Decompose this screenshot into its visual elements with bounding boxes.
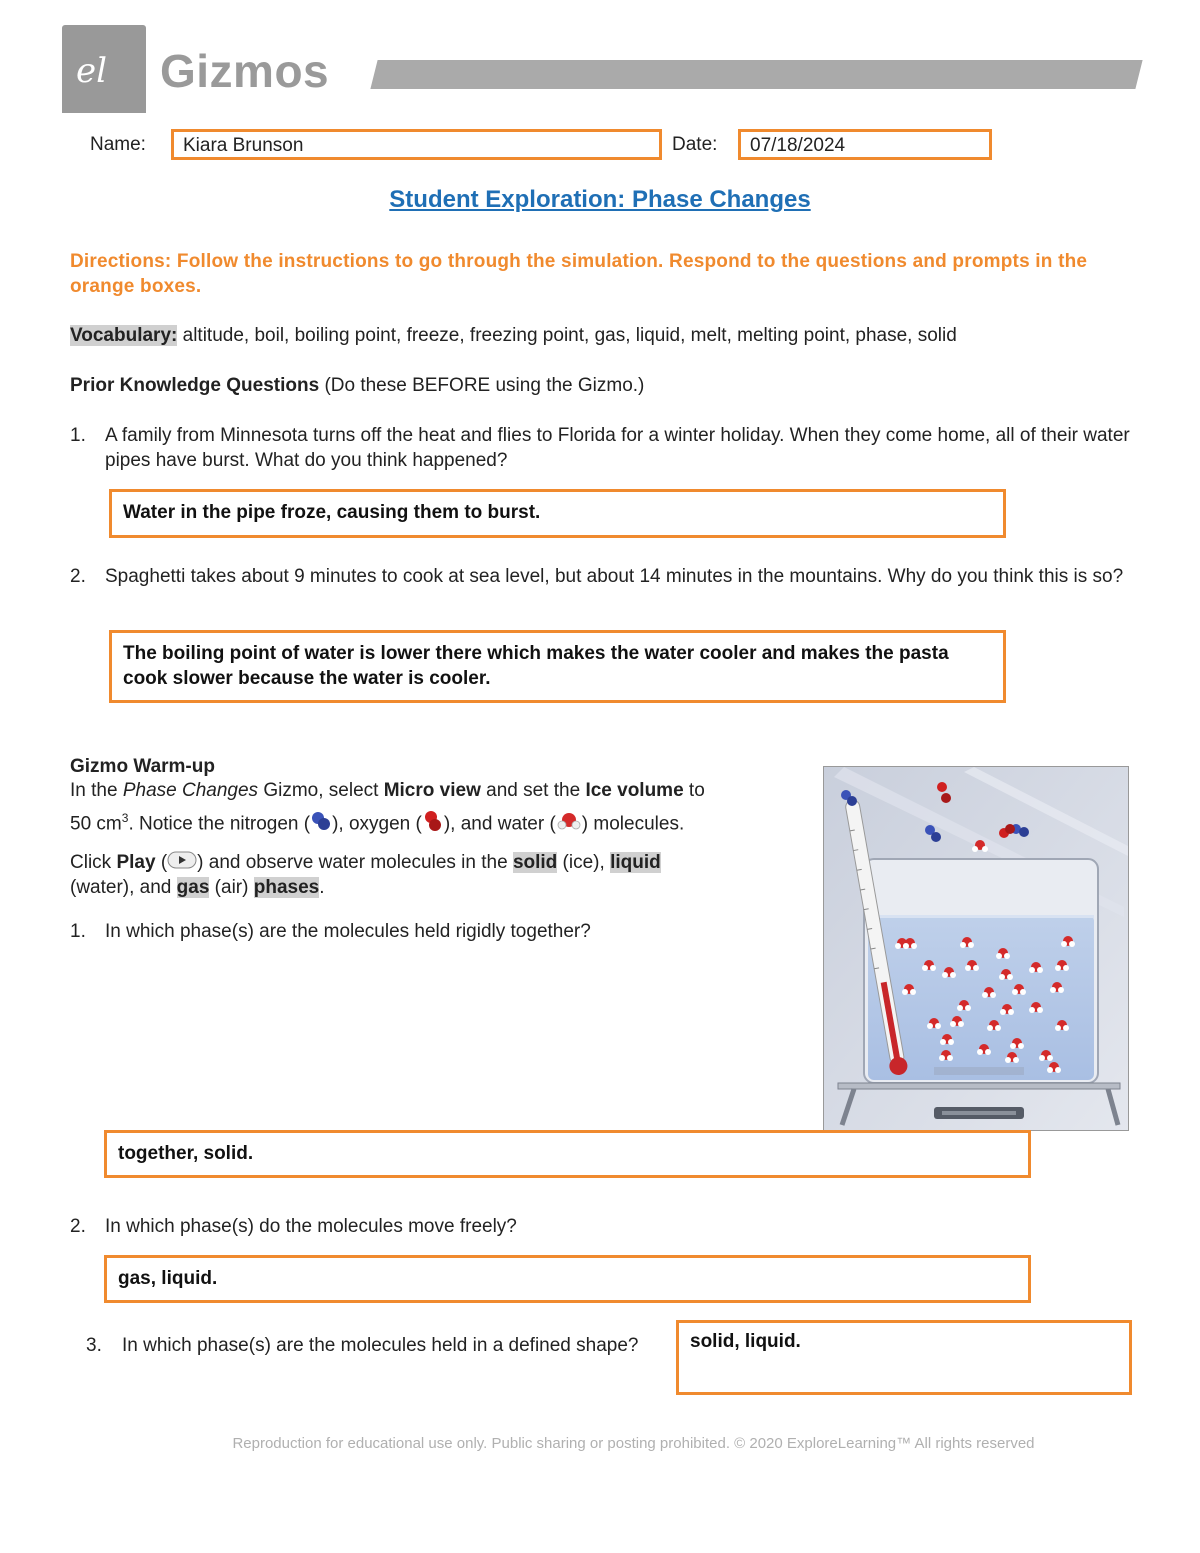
p1-text-b: Gizmo, select: [258, 780, 384, 801]
p1-text-e: 50 cm: [70, 813, 122, 835]
p2-text-d: (ice),: [557, 852, 611, 873]
nitrogen-molecule-icon: [310, 810, 332, 832]
warmup-paragraph-1: [70, 778, 810, 803]
warmup-answer-2[interactable]: gas, liquid.: [104, 1255, 1031, 1303]
ice-volume-term: Ice volume: [585, 780, 684, 801]
p2-text-a: Click: [70, 852, 117, 873]
prior-question-2: [70, 564, 1130, 589]
prior-answer-2[interactable]: The boiling point of water is lower there which makes the water cooler and makes the pasta cook slower because the water is cooler.: [109, 630, 1006, 703]
play-button-icon: [167, 850, 197, 870]
prior-knowledge-heading: [70, 373, 644, 398]
prior-note: (Do these BEFORE using the Gizmo.): [324, 375, 645, 396]
vocabulary-terms: altitude, boil, boiling point, freeze, freezing point, gas, liquid, melt, melting point, phase, solid: [182, 325, 957, 346]
warmup-paragraph-2: [70, 850, 810, 875]
phase-changes-simulation-image: [823, 766, 1129, 1131]
warmup-q1-number: 1.: [70, 921, 86, 942]
warmup-heading: [70, 754, 215, 779]
p2-text-g: .: [319, 877, 325, 898]
p2-text-e: (water), and: [70, 877, 177, 898]
name-label: Name:: [90, 134, 146, 155]
name-field[interactable]: Kiara Brunson: [171, 129, 662, 160]
warmup-answer-1[interactable]: together, solid.: [104, 1130, 1031, 1178]
play-term: Play: [116, 852, 156, 873]
warmup-q3-text: In which phase(s) are the molecules held in a defined shape?: [122, 1335, 639, 1356]
prior-q1-text: A family from Minnesota turns off the heat and flies to Florida for a winter holiday. When they come home, all of their water pipes have burst. What do you think happened?: [105, 425, 1130, 471]
gizmos-logo-mark: [62, 25, 146, 113]
gizmos-logo-text: Gizmos: [160, 45, 330, 97]
liquid-term: liquid: [610, 852, 661, 873]
warmup-q2-text: In which phase(s) do the molecules move freely?: [105, 1216, 517, 1237]
warmup-heading-text: Gizmo Warm-up: [70, 756, 215, 777]
gas-term: gas: [176, 877, 210, 898]
prior-q2-text: Spaghetti takes about 9 minutes to cook at sea level, but about 14 minutes in the mountains. Why do you think this is so?: [105, 566, 1124, 587]
date-label: Date:: [672, 134, 718, 155]
warmup-question-2: [70, 1214, 810, 1239]
prior-q1-number: 1.: [70, 425, 86, 446]
p2-text-b: (: [155, 852, 168, 873]
p1-text-h: ), and water (: [443, 813, 556, 835]
warmup-paragraph-1-line-2: [70, 806, 810, 836]
prior-question-1: [70, 423, 1130, 473]
warmup-q3-number: 3.: [86, 1335, 102, 1356]
directions-text: Directions: Follow the instructions to go through the simulation. Respond to the questions and prompts in the orange boxes.: [70, 251, 1088, 297]
vocabulary-label: Vocabulary:: [70, 325, 178, 346]
p1-text-c: and set the: [480, 780, 586, 801]
warmup-question-1: [70, 919, 810, 944]
prior-answer-1[interactable]: Water in the pipe froze, causing them to burst.: [109, 489, 1006, 538]
warmup-question-3: [86, 1333, 656, 1358]
prior-heading: Prior Knowledge Questions: [70, 375, 320, 396]
phases-term: phases: [253, 877, 320, 898]
p2-text-f: (air): [209, 877, 254, 898]
warmup-answer-3[interactable]: solid, liquid.: [676, 1320, 1132, 1395]
micro-view-term: Micro view: [383, 780, 481, 801]
page-title: Student Exploration: Phase Changes: [389, 186, 811, 213]
copyright-footer: Reproduction for educational use only. Public sharing or posting prohibited. © 2020 ExploreLearning™ All rights reserved: [232, 1435, 1035, 1452]
p1-text-a: In the: [70, 780, 123, 801]
header-bar: [370, 60, 1142, 89]
water-molecule-icon: [556, 810, 582, 832]
beaker-illustration: [824, 767, 1129, 1131]
date-field[interactable]: 07/18/2024: [738, 129, 992, 160]
oxygen-molecule-icon: [422, 810, 444, 832]
warmup-paragraph-2-line-2: [70, 875, 810, 900]
prior-q2-number: 2.: [70, 566, 86, 587]
warmup-q2-number: 2.: [70, 1216, 86, 1237]
vocabulary-line: [70, 323, 1150, 348]
warmup-q1-text: In which phase(s) are the molecules held rigidly together?: [105, 921, 591, 942]
solid-term: solid: [512, 852, 558, 873]
p1-text-g: ), oxygen (: [332, 813, 422, 835]
p1-text-f: . Notice the nitrogen (: [128, 813, 311, 835]
cubed-superscript: 3: [121, 811, 129, 825]
p1-text-i: ) molecules.: [581, 813, 685, 835]
logo-mark-text: el: [76, 51, 107, 91]
gizmo-name: Phase Changes: [122, 780, 259, 801]
p1-text-d: to: [683, 780, 705, 801]
p2-text-c: ) and observe water molecules in the: [197, 852, 513, 873]
